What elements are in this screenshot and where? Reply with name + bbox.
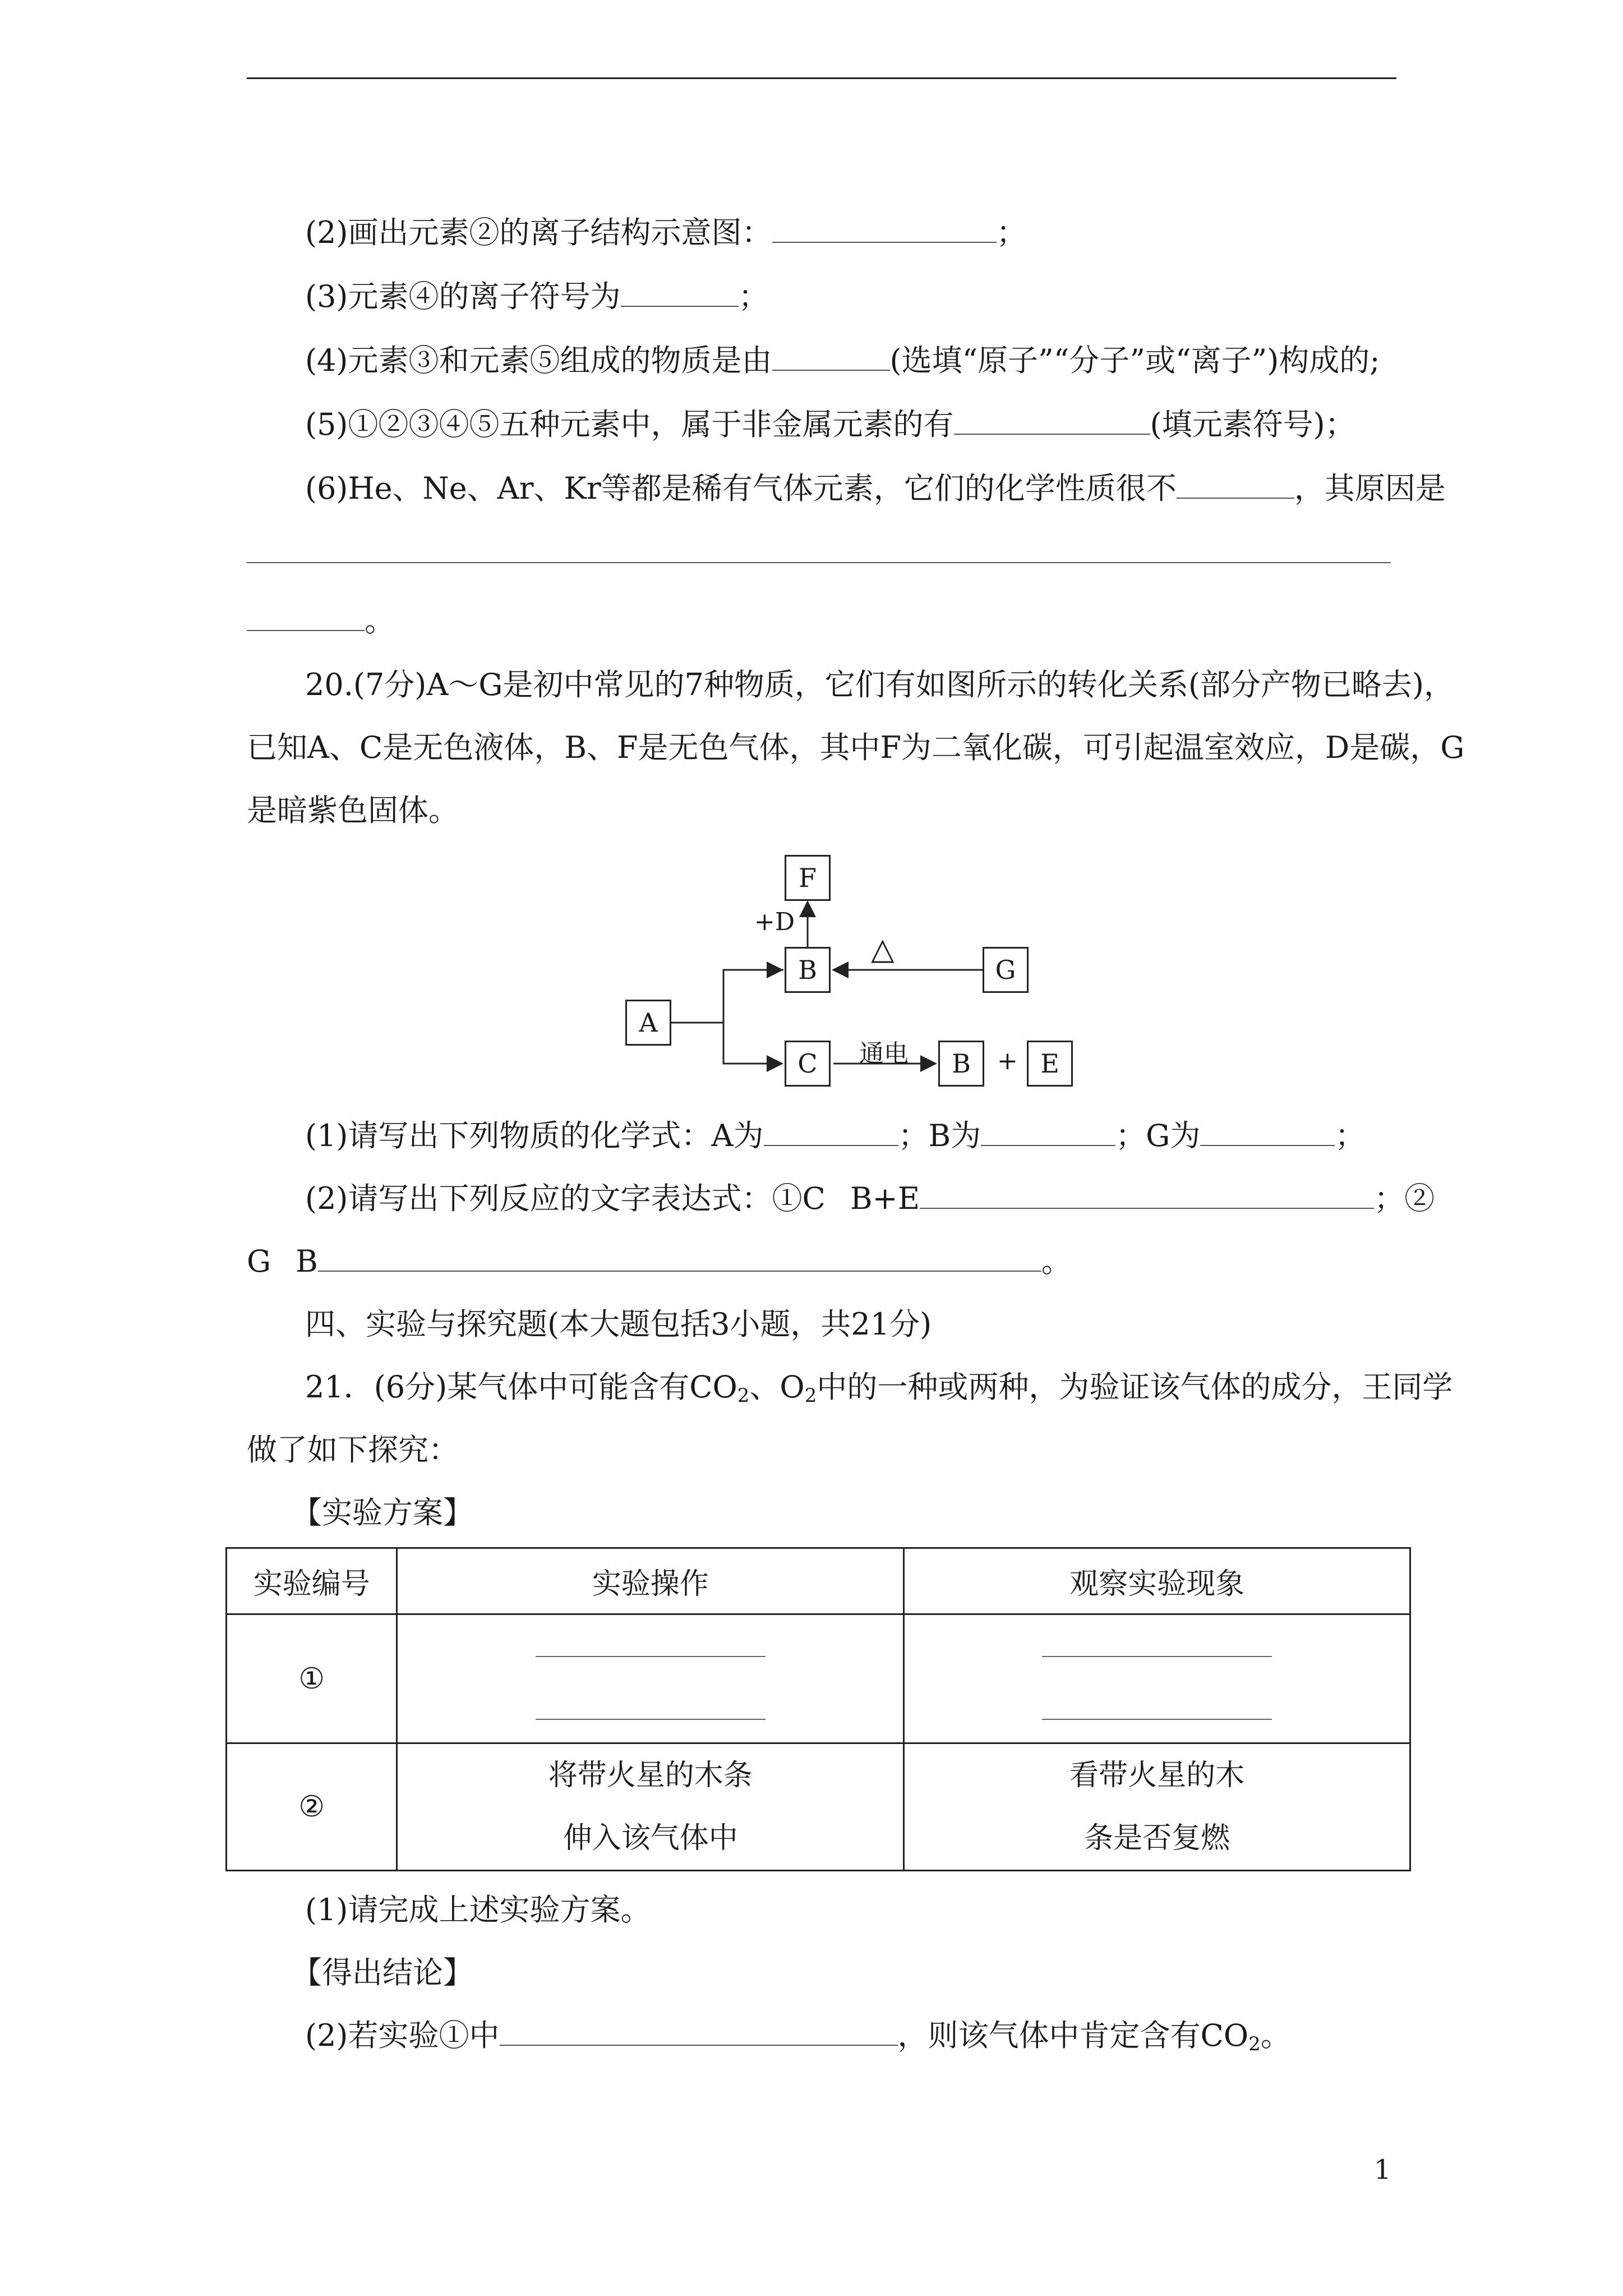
q20-sub2: (2)请写出下列反应的文字表达式：①C B+E ；②: [305, 1181, 1435, 1216]
header-cell: 观察实验现象: [904, 1548, 1410, 1614]
diagram-box-f: F: [785, 855, 831, 901]
q20-stem-line2: 已知A、C是无色液体，B、F是无色气体，其中F为二氧化碳，可引起温室效应，D是碳，G: [247, 730, 1465, 765]
answer-blank[interactable]: [536, 1617, 766, 1657]
operation-cell: 将带火星的木条 伸入该气体中: [397, 1743, 904, 1871]
electrolysis-label: 通电: [859, 1039, 909, 1068]
q21-sub2: (2)若实验①中 ，则该气体中肯定含有$CO_2$。: [305, 2018, 1291, 2055]
operation-cell: [397, 1614, 904, 1743]
q19-item-3: (3)元素④的离子符号为 ；: [305, 279, 769, 314]
header-cell: 实验编号: [227, 1548, 397, 1614]
experiment-id: ①: [227, 1614, 397, 1743]
answer-blank[interactable]: [500, 2018, 898, 2046]
q21-stem-line1: 21．(6分)某气体中可能含有$CO_2$、$O_2$中的一种或两种，为验证该气体的成分，王同学: [305, 1369, 1453, 1407]
q19-item-4: (4)元素③和元素⑤组成的物质是由 (选填“原子”“分子”或“离子”)构成的;: [305, 343, 1380, 378]
answer-blank[interactable]: [1200, 1118, 1335, 1146]
q19-item-6-end: 。: [247, 601, 395, 641]
q19-item-5: (5)①②③④⑤五种元素中，属于非金属元素的有 (填元素符号)；: [305, 407, 1355, 442]
observation-cell: [904, 1614, 1410, 1743]
page-number: 1: [1374, 2154, 1391, 2185]
table-row: [227, 1614, 1410, 1743]
q21-stem-line2: 做了如下探究：: [247, 1432, 459, 1467]
q21-sub1: (1)请完成上述实验方案。: [305, 1892, 651, 1927]
answer-blank[interactable]: [1042, 1680, 1272, 1720]
answer-blank[interactable]: [764, 1118, 898, 1146]
diagram-box-b: B: [785, 947, 831, 993]
diagram-box-a: A: [625, 1000, 671, 1046]
answer-blank[interactable]: [981, 1118, 1115, 1146]
experiment-plan-table: [225, 1547, 1411, 1871]
conclusion-heading: 【得出结论】: [292, 1955, 473, 1990]
q20-sub1: (1)请写出下列物质的化学式：A为 ；B为 ；G为 ；: [305, 1118, 1366, 1153]
observation-cell: 看带火星的木 条是否复燃: [904, 1743, 1410, 1871]
diagram-box-c: C: [785, 1041, 831, 1087]
plan-heading: 【实验方案】: [292, 1495, 473, 1530]
table-row: [227, 1743, 1410, 1871]
answer-blank[interactable]: [318, 1244, 1041, 1272]
plus-sign: +: [997, 1047, 1018, 1075]
diagram-box-g: G: [983, 947, 1029, 993]
experiment-id: ②: [227, 1743, 397, 1871]
table-header-row: [227, 1548, 1410, 1614]
q20-stem-line3: 是暗紫色固体。: [247, 793, 459, 828]
header-cell: 实验操作: [397, 1548, 904, 1614]
plus-d-label: +D: [754, 908, 795, 936]
heat-symbol: △: [871, 931, 895, 967]
q20-sub2-line2: G B 。: [247, 1244, 1072, 1279]
q19-item-2: (2)画出元素②的离子结构示意图： ；: [305, 215, 1027, 250]
answer-blank[interactable]: [536, 1680, 766, 1720]
diagram-box-b2: B: [938, 1041, 984, 1087]
q20-stem-line1: 20.(7分)A～G是初中常见的7种物质，它们有如图所示的转化关系(部分产物已略去)，: [305, 667, 1454, 702]
q19-item-6: (6)He、Ne、Ar、Kr等都是稀有气体元素，它们的化学性质很不 ，其原因是: [305, 471, 1446, 506]
answer-blank[interactable]: [920, 1181, 1374, 1209]
answer-blank[interactable]: [1042, 1617, 1272, 1657]
section-heading: 四、实验与探究题(本大题包括3小题，共21分): [305, 1306, 932, 1342]
diagram-box-e: E: [1027, 1041, 1073, 1087]
